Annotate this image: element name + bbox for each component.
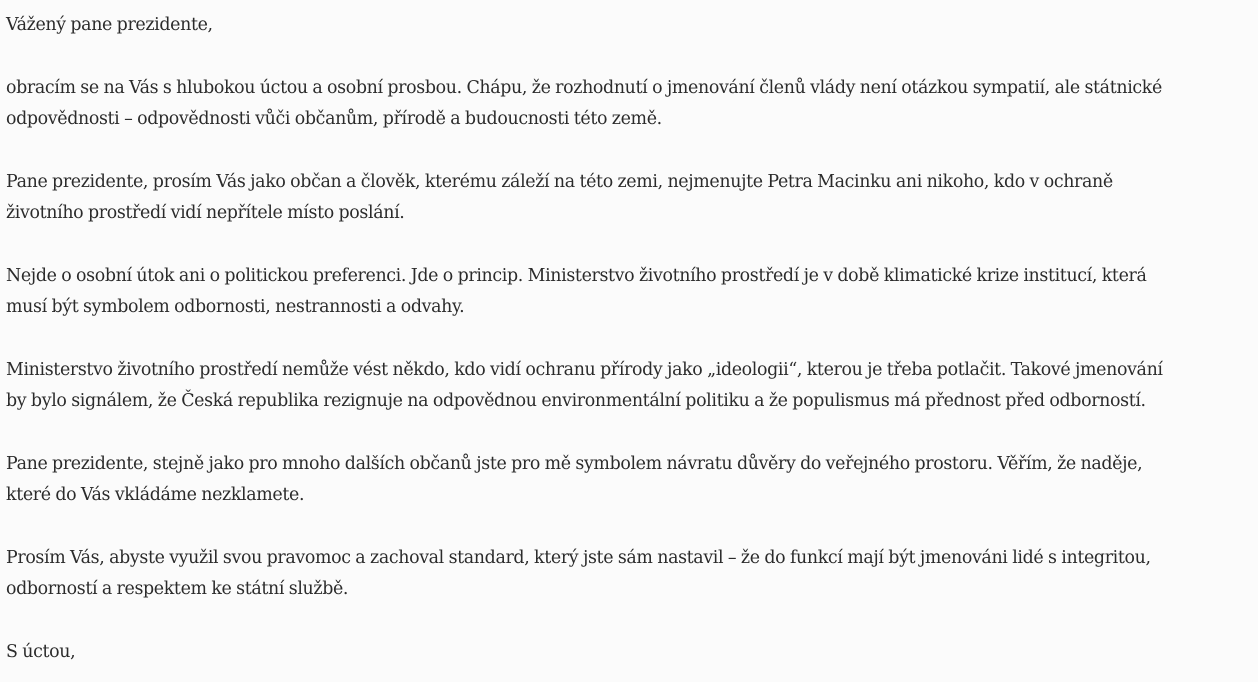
paragraph-6-line-1: Prosím Vás, abyste využil svou pravomoc a zachoval standard, který jste sám nastavil – že do funkcí mají být jmenováni lidé s integritou, xyxy=(6,548,1151,568)
paragraph-2-line-2: životního prostředí vidí nepřítele místo poslání. xyxy=(6,203,405,223)
paragraph-4-line-1: Ministerstvo životního prostředí nemůže vést někdo, kdo vidí ochranu přírody jako „ideologii“, kterou je třeba potlačit. Takové jmenování xyxy=(6,360,1163,380)
paragraph-2 xyxy=(6,167,1256,229)
paragraph-4-line-2: by bylo signálem, že Česká republika rezignuje na odpovědnou environmentální politiku a že populismus má přednost před odborností. xyxy=(6,391,1146,411)
paragraph-1 xyxy=(6,73,1256,135)
paragraph-1-line-1: obracím se na Vás s hlubokou úctou a osobní prosbou. Chápu, že rozhodnutí o jmenování členů vlády není otázkou sympatií, ale státnické xyxy=(6,78,1162,98)
paragraph-3-line-2: musí být symbolem odbornosti, nestrannosti a odvahy. xyxy=(6,297,465,317)
salutation: Vážený pane prezidente, xyxy=(6,15,213,35)
closing: S úctou, xyxy=(6,642,76,662)
paragraph-5-line-1: Pane prezidente, stejně jako pro mnoho dalších občanů jste pro mě symbolem návratu důvěry do veřejného prostoru. Věřím, že naděje, xyxy=(6,454,1143,474)
paragraph-5 xyxy=(6,449,1256,511)
paragraph-1-line-2: odpovědnosti – odpovědnosti vůči občanům, přírodě a budoucnosti této země. xyxy=(6,109,662,129)
paragraph-6 xyxy=(6,543,1256,605)
paragraph-4 xyxy=(6,355,1256,417)
paragraph-5-line-2: které do Vás vkládáme nezklamete. xyxy=(6,485,305,505)
paragraph-2-line-1: Pane prezidente, prosím Vás jako občan a člověk, kterému záleží na této zemi, nejmenujte Petra Macinku ani nikoho, kdo v ochraně xyxy=(6,172,1113,192)
paragraph-6-line-2: odborností a respektem ke státní službě. xyxy=(6,579,349,599)
letter-body xyxy=(6,10,1256,668)
paragraph-3-line-1: Nejde o osobní útok ani o politickou preferenci. Jde o princip. Ministerstvo životního prostředí je v době klimatické krize institucí, která xyxy=(6,266,1147,286)
paragraph-3 xyxy=(6,261,1256,323)
